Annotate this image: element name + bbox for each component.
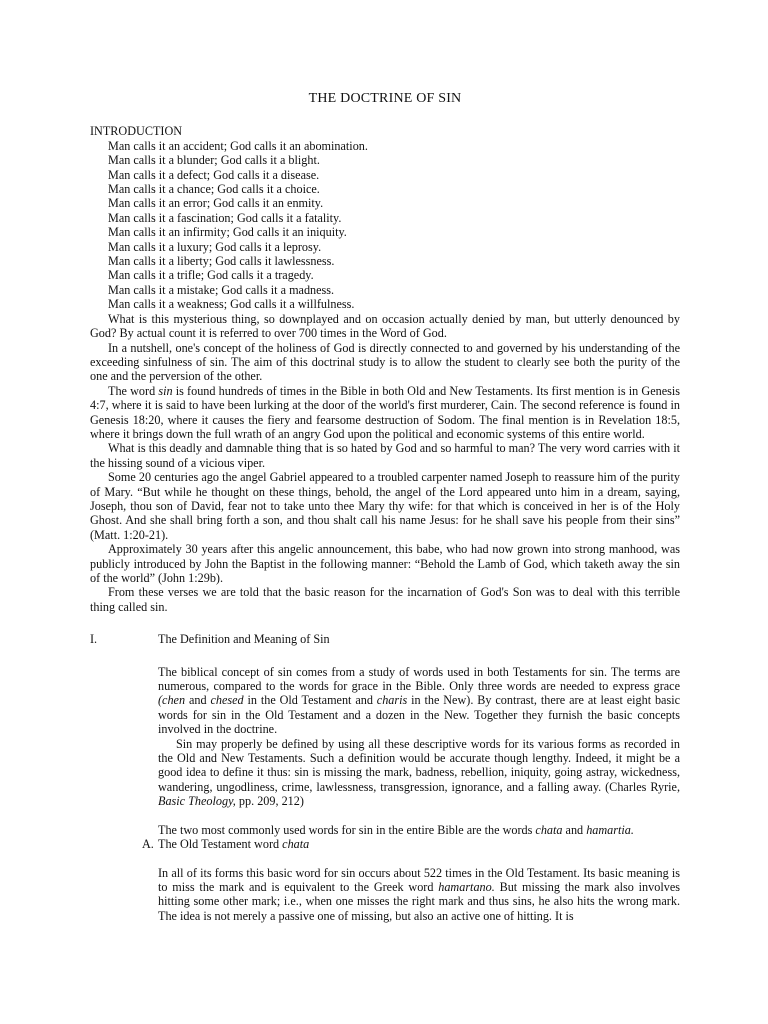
subsection-paragraph [90,866,680,924]
emphasis-run: (chen [158,693,186,708]
intro-paragraph: What is this deadly and damnable thing that is so hated by God and so harmful to man? The very word carries with it the hissing sound of a vicious viper. [90,441,680,470]
emphasis-run: charis [376,693,408,708]
document-title: THE DOCTRINE OF SIN [308,91,462,106]
contrast-line: Man calls it a blunder; God calls it a blight. [108,153,320,168]
text-run: in the New). By contrast, there are at least eight basic words for sin in the Old Testament and a dozen in the New. Together they furnish the basic concepts involved in the doctrine. [158,693,680,737]
contrast-line: Man calls it a defect; God calls it a disease. [108,167,320,182]
section-paragraph [90,665,680,737]
emphasis-run: sin [158,383,173,398]
emphasis-run: chesed [210,693,244,708]
emphasis-run: hamartia. [586,822,634,837]
text-run: and [185,693,211,708]
section-paragraph [90,823,680,837]
intro-heading: INTRODUCTION [90,124,183,139]
text-run: is found hundreds of times in the Bible in both Old and New Testaments. Its first mention is in Genesis 4:7, where it is said to have been lurking at the door of the world's first murderer, Cain. The second reference is found in Genesis 18:20, where it causes the fiery and fearsome destruction of Sodom. The final mention is in Revelation 18:5, where it brings down the full wrath of an angry God upon the political and economic systems of this entire world. [90,383,681,441]
section-title: The Definition and Meaning of Sin [158,632,330,647]
document-page [90,92,680,923]
emphasis-run: chata [535,822,563,837]
text-run: The biblical concept of sin comes from a study of words used in both Testaments for sin. The terms are numerous, compared to the words for grace in the Bible. Only three words are needed to express grace [158,664,680,694]
subsection-letter: A. [142,837,154,852]
text-run: In all of its forms this basic word for sin occurs about 522 times in the Old Testament. Its basic meaning is to miss the mark and is equivalent to the Greek word [158,865,680,894]
intro-paragraph: What is this mysterious thing, so downplayed and on occasion actually denied by man, but utterly denounced by God? By actual count it is referred to over 700 times in the Word of God. [90,311,680,341]
intro-paragraph: Approximately 30 years after this angelic announcement, this babe, who had now grown into strong manhood, was publicly introduced by John the Baptist in the following manner: “Behold the Lamb of God, which taketh away the sin of the world” (John 1:29b). [90,542,680,585]
contrast-line: Man calls it a liberty; God calls it lawlessness. [108,254,335,269]
contrast-list [90,139,680,312]
subsection-heading [90,837,680,851]
emphasis-run: Basic Theology, [158,794,236,809]
emphasis-run: chata [282,837,310,852]
contrast-line: Man calls it a trifle; God calls it a tragedy. [108,268,314,283]
text-run: pp. 209, 212) [235,794,304,809]
intro-paragraph [90,384,680,442]
text-run: and [562,822,587,837]
section-number: I. [90,632,98,647]
text-run: The Old Testament word [158,837,283,852]
contrast-line: Man calls it a chance; God calls it a choice. [108,182,320,197]
text-run: The two most commonly used words for sin in the entire Bible are the words [158,822,536,837]
intro-paragraph: From these verses we are told that the basic reason for the incarnation of God's Son was to deal with this terrible thing called sin. [90,585,680,614]
contrast-line: Man calls it a mistake; God calls it a madness. [108,282,335,297]
intro-paragraph: In a nutshell, one's concept of the holiness of God is directly connected to and governed by his understanding of the exceeding sinfulness of sin. The aim of this doctrinal study is to allow the student to clearly see both the purity of the one and the perversion of the other. [90,340,680,384]
subsection-title [158,837,309,851]
text-run: Sin may properly be defined by using all these descriptive words for its various forms as recorded in the Old and New Testaments. Such a definition would be accurate though lengthy. Indeed, it might be a good idea to define it thus: sin is missing the mark, badness, rebellion, iniquity, going astray, wickedness, wandering, ungodliness, crime, lawlessness, transgression, ignorance, and a falling away. (Charles Ryrie, [158,736,680,794]
section-heading [90,632,680,646]
contrast-line: Man calls it an accident; God calls it an abomination. [108,138,368,153]
section-paragraph [90,737,680,809]
contrast-line: Man calls it an error; God calls it an enmity. [108,196,324,211]
contrast-line: Man calls it a luxury; God calls it a leprosy. [108,239,322,254]
contrast-line: Man calls it a fascination; God calls it a fatality. [108,210,342,225]
text-run: in the Old Testament and [243,693,377,708]
text-run: But missing the mark also involves hitting some other mark; i.e., when one misses the right mark and thus sins, he also hits the wrong mark. The idea is not merely a passive one of missing, but also an active one of hitting. It is [158,879,680,923]
contrast-line: Man calls it an infirmity; God calls it an iniquity. [108,225,347,240]
emphasis-run: hamartano. [438,879,495,894]
text-run: The word [108,383,159,398]
intro-paragraph: Some 20 centuries ago the angel Gabriel appeared to a troubled carpenter named Joseph to reassure him of the purity of Mary. “But while he thought on these things, behold, the angel of the Lord appeared unto him in a dream, saying, Joseph, thou son of David, fear not to take unto thee Mary thy wife: for that which is conceived in her is of the Holy Ghost. And she shall bring forth a son, and thou shalt call his name Jesus: for he shall save his people from their sins” (Matt. 1:20-21). [90,470,680,542]
contrast-line: Man calls it a weakness; God calls it a willfulness. [108,297,355,312]
